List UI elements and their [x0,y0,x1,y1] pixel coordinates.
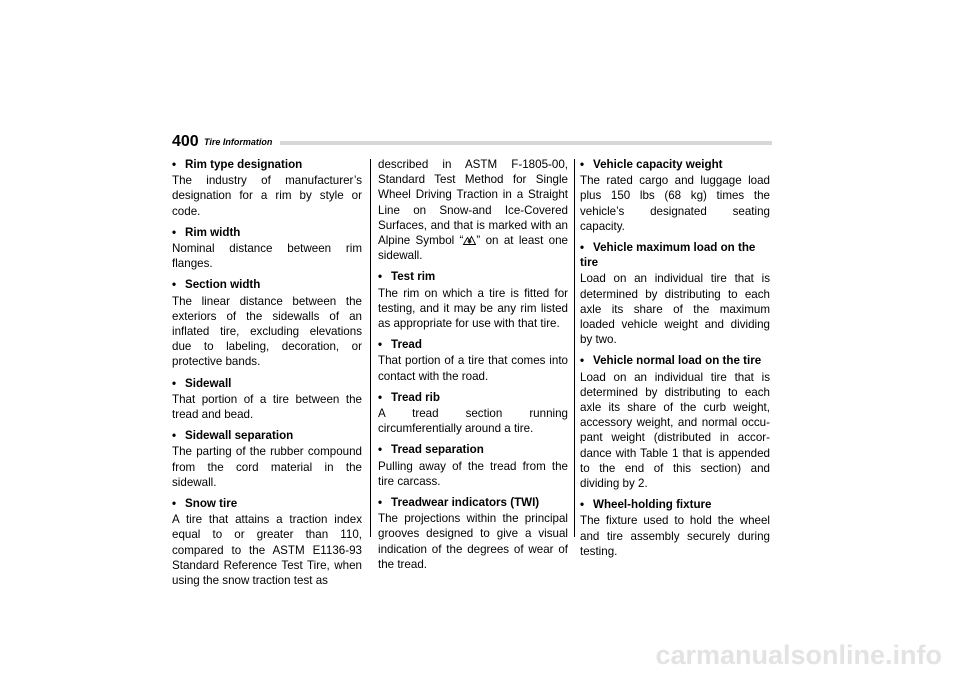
glossary-term [580,240,770,270]
glossary-term [580,157,770,172]
term-definition: That portion of a tire that comes into contact with the road. [378,354,568,383]
bullet-icon: • [172,429,177,443]
term-label: Rim type designation [185,158,303,171]
bullet-icon: • [378,270,383,284]
term-definition: The fixture used to hold the wheel and tire assembly securely during testing. [580,514,770,558]
term-definition: Pulling away of the tread from the tire carcass. [378,459,568,488]
column-divider [574,159,575,537]
definition-continuation [378,157,568,263]
term-label: Rim width [185,225,241,239]
glossary-term [172,428,362,443]
glossary-term [580,353,770,368]
term-definition: Nominal distance between rim flanges. [172,242,362,271]
glossary-term [172,225,362,240]
term-definition: A tire that attains a traction index equal to or greater than 110, compared to the ASTM E1136-93 Standard Reference Test Tire, when using the snow traction test as [172,513,362,588]
term-label: Tread [391,338,422,352]
term-label: Sidewall separation [185,429,294,443]
glossary-term [378,495,568,510]
term-definition: That portion of a tire between the tread and bead. [172,392,362,422]
text-column-3 [580,157,770,559]
bullet-icon: • [378,338,383,352]
glossary-term [378,390,568,405]
term-definition: A tread section running circumferentially around a tire. [378,407,568,436]
glossary-term [378,269,568,284]
term-label: Vehicle normal load on the tire [593,354,762,368]
bullet-icon: • [580,354,585,368]
term-label: Wheel-holding fixture [593,498,712,512]
term-label: Section width [185,278,261,292]
text-column-2 [378,157,568,572]
term-definition: The rim on which a tire is fitted for testing, and it may be any rim listed as appropriate for use with that tire. [378,286,568,331]
section-title: Tire Information [204,137,273,147]
term-definition: The rated cargo and luggage load plus 150 lbs (68 kg) times the vehicle’s designated seating capacity. [580,174,770,233]
glossary-term [580,497,770,512]
term-label: Vehicle maximum load on the tire [580,241,756,270]
watermark: carmanualsonline.info [655,640,942,670]
bullet-icon: • [378,443,383,457]
glossary-term [172,157,362,172]
bullet-icon: • [172,225,177,239]
bullet-icon: • [378,390,383,404]
term-label: Tread rib [391,390,440,404]
term-definition: The projections within the principal grooves designed to give a visual indication of the degrees of wear of the tread. [378,512,568,571]
term-definition: Load on an individual tire that is determined by distributing to each axle its share of the curb weight, accessory weight, and normal occu-pant weight (distributed in accor-dance with Table 1 that is appended to the end of this section) and dividing by 2. [580,370,770,491]
bullet-icon: • [580,241,585,255]
term-label: Tread separation [391,443,484,457]
term-definition: The industry of manufacturer’s designation for a rim by style or code. [172,174,362,218]
bullet-icon: • [172,158,177,171]
term-definition: Load on an individual tire that is determined by distributing to each axle its share of the maximum loaded vehicle weight and dividing by two. [580,272,770,347]
header-rule [280,141,772,145]
term-label: Test rim [391,270,436,284]
page-header [172,133,772,153]
glossary-term [172,376,362,391]
term-label: Vehicle capacity weight [593,158,723,171]
glossary-term [172,496,362,511]
alpine-snowflake-mountain-icon [463,234,476,245]
bullet-icon: • [580,498,585,512]
column-divider [370,159,371,537]
bullet-icon: • [580,158,585,171]
text-column-1 [172,157,362,588]
bullet-icon: • [172,376,177,390]
term-label: Treadwear indicators (TWI) [391,496,540,510]
term-label: Snow tire [185,497,238,511]
glossary-term [378,442,568,457]
page-number: 400 [172,133,199,150]
glossary-term [172,277,362,292]
continuation-text: described in ASTM F-1805-00, Standard Test Method for Single Wheel Driving Traction in a Straight Line on Snow-and Ice-Covered Surfaces, and that is marked with an Alpine Symbol “ [378,158,568,248]
bullet-icon: • [378,496,383,510]
term-definition: The linear distance between the exteriors of the sidewalls of an inflated tire, excluding elevations due to labeling, decoration, or protective bands. [172,294,362,369]
term-label: Sidewall [185,376,232,390]
bullet-icon: • [172,497,177,511]
continuation-text: ” on at least one sidewall. [378,234,568,263]
term-definition: The parting of the rubber compound from the cord material in the sidewall. [172,445,362,489]
bullet-icon: • [172,278,177,292]
glossary-term [378,337,568,352]
